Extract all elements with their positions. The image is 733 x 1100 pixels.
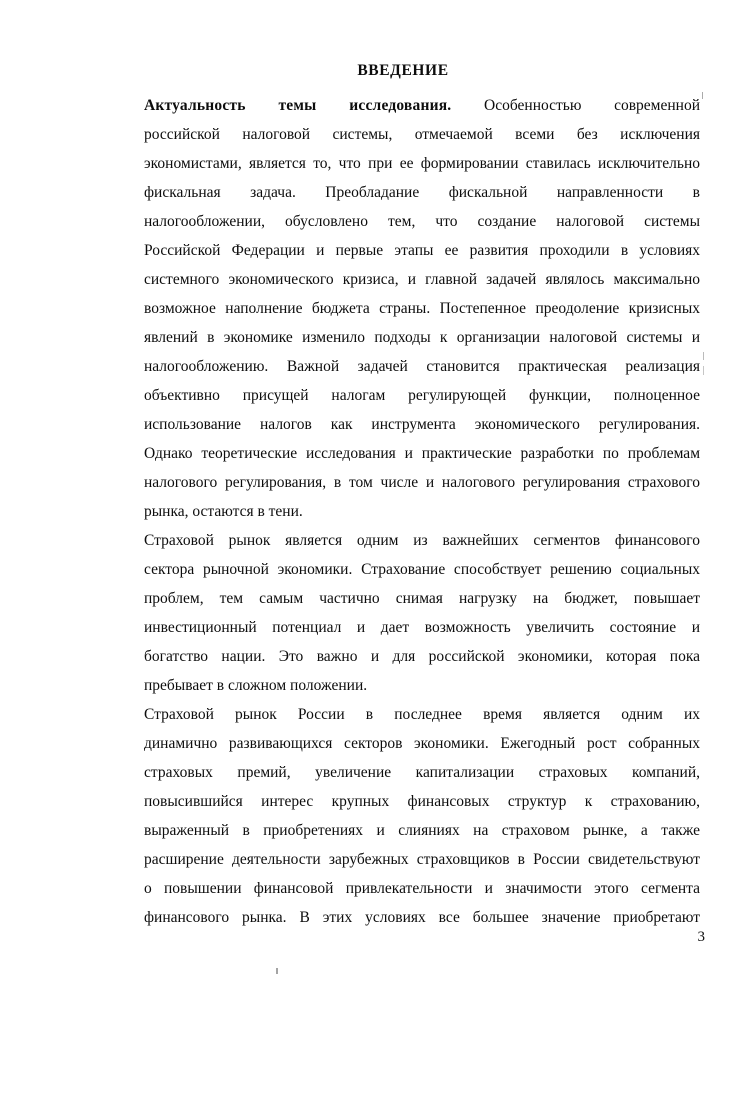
paragraph-1-line-5: налогообложении, обусловлено тем, что создание налоговой системы [144,213,700,230]
paragraph-1-line-3: экономистами, является то, что при ее формировании ставилась исключительно [144,155,700,172]
page-content [106,56,700,932]
scan-artifact-mark [276,968,278,974]
scan-artifact-mark [330,452,331,457]
scan-artifact-mark [703,352,704,360]
paragraph-3-line-3: страховых премий, увеличение капитализации страховых компаний, [144,764,700,781]
paragraph-1-line-1-text: Особенностью современной [484,97,701,114]
paragraph-2-line-2: сектора рыночной экономики. Страхование способствует решению социальных [144,561,700,578]
paragraph-2-line-1: Страховой рынок является одним из важнейших сегментов финансового [144,532,700,549]
scan-artifact-mark [702,92,703,99]
paragraph-1-line-14: налогового регулирования, в том числе и налогового регулирования страхового [144,474,700,491]
paragraph-1-line-1 [106,91,700,120]
paragraph-1-lead: Актуальность темы исследования. [144,97,452,114]
paragraph-2 [106,526,700,700]
paragraph-1-line-13: Однако теоретические исследования и практические разработки по проблемам [144,445,700,462]
scan-artifact-mark [703,366,704,375]
paragraph-3-line-4: повысившийся интерес крупных финансовых структур к страхованию, [144,793,700,810]
paragraph-1-line-15: рынка, остаются в тени. [144,503,303,520]
paragraph-1 [106,91,700,526]
paragraph-1-line-4: фискальная задача. Преобладание фискальной направленности в [144,184,700,201]
paragraph-2-line-6: пребывает в сложном положении. [144,677,368,694]
paragraph-3-line-7: о повышении финансовой привлекательности и значимости этого сегмента [144,880,700,897]
paragraph-1-line-10: налогообложению. Важной задачей становится практическая реализация [144,358,700,375]
paragraph-2-line-4: инвестиционный потенциал и дает возможность увеличить состояние и [144,619,700,636]
paragraph-3-line-2: динамично развивающихся секторов экономики. Ежегодный рост собранных [144,735,700,752]
page-number: 3 [697,929,705,945]
paragraph-3-line-8: финансового рынка. В этих условиях все большее значение приобретают [144,909,700,926]
paragraph-1-line-11: объективно присущей налогам регулирующей функции, полноценное [144,387,700,404]
paragraph-1-line-2: российской налоговой системы, отмечаемой всеми без исключения [144,126,700,143]
paragraph-3-line-1: Страховой рынок России в последнее время является одним их [144,706,700,723]
paragraph-1-line-9: явлений в экономике изменило подходы к организации налоговой системы и [144,329,700,346]
paragraph-3-line-6: расширение деятельности зарубежных страховщиков в России свидетельствуют [144,851,700,868]
paragraph-3 [106,700,700,932]
paragraph-1-line-7: системного экономического кризиса, и главной задачей являлось максимально [144,271,700,288]
paragraph-2-line-3: проблем, тем самым частично снимая нагрузку на бюджет, повышает [144,590,700,607]
page-title: ВВЕДЕНИЕ [357,62,449,79]
paragraph-1-line-8: возможное наполнение бюджета страны. Постепенное преодоление кризисных [144,300,700,317]
paragraph-2-line-5: богатство нации. Это важно и для российской экономики, которая пока [144,648,700,665]
paragraph-1-line-6: Российской Федерации и первые этапы ее развития проходили в условиях [144,242,700,259]
paragraph-1-line-12: использование налогов как инструмента экономического регулирования. [144,416,700,433]
paragraph-3-line-5: выраженный в приобретениях и слияниях на страховом рынке, а также [144,822,700,839]
